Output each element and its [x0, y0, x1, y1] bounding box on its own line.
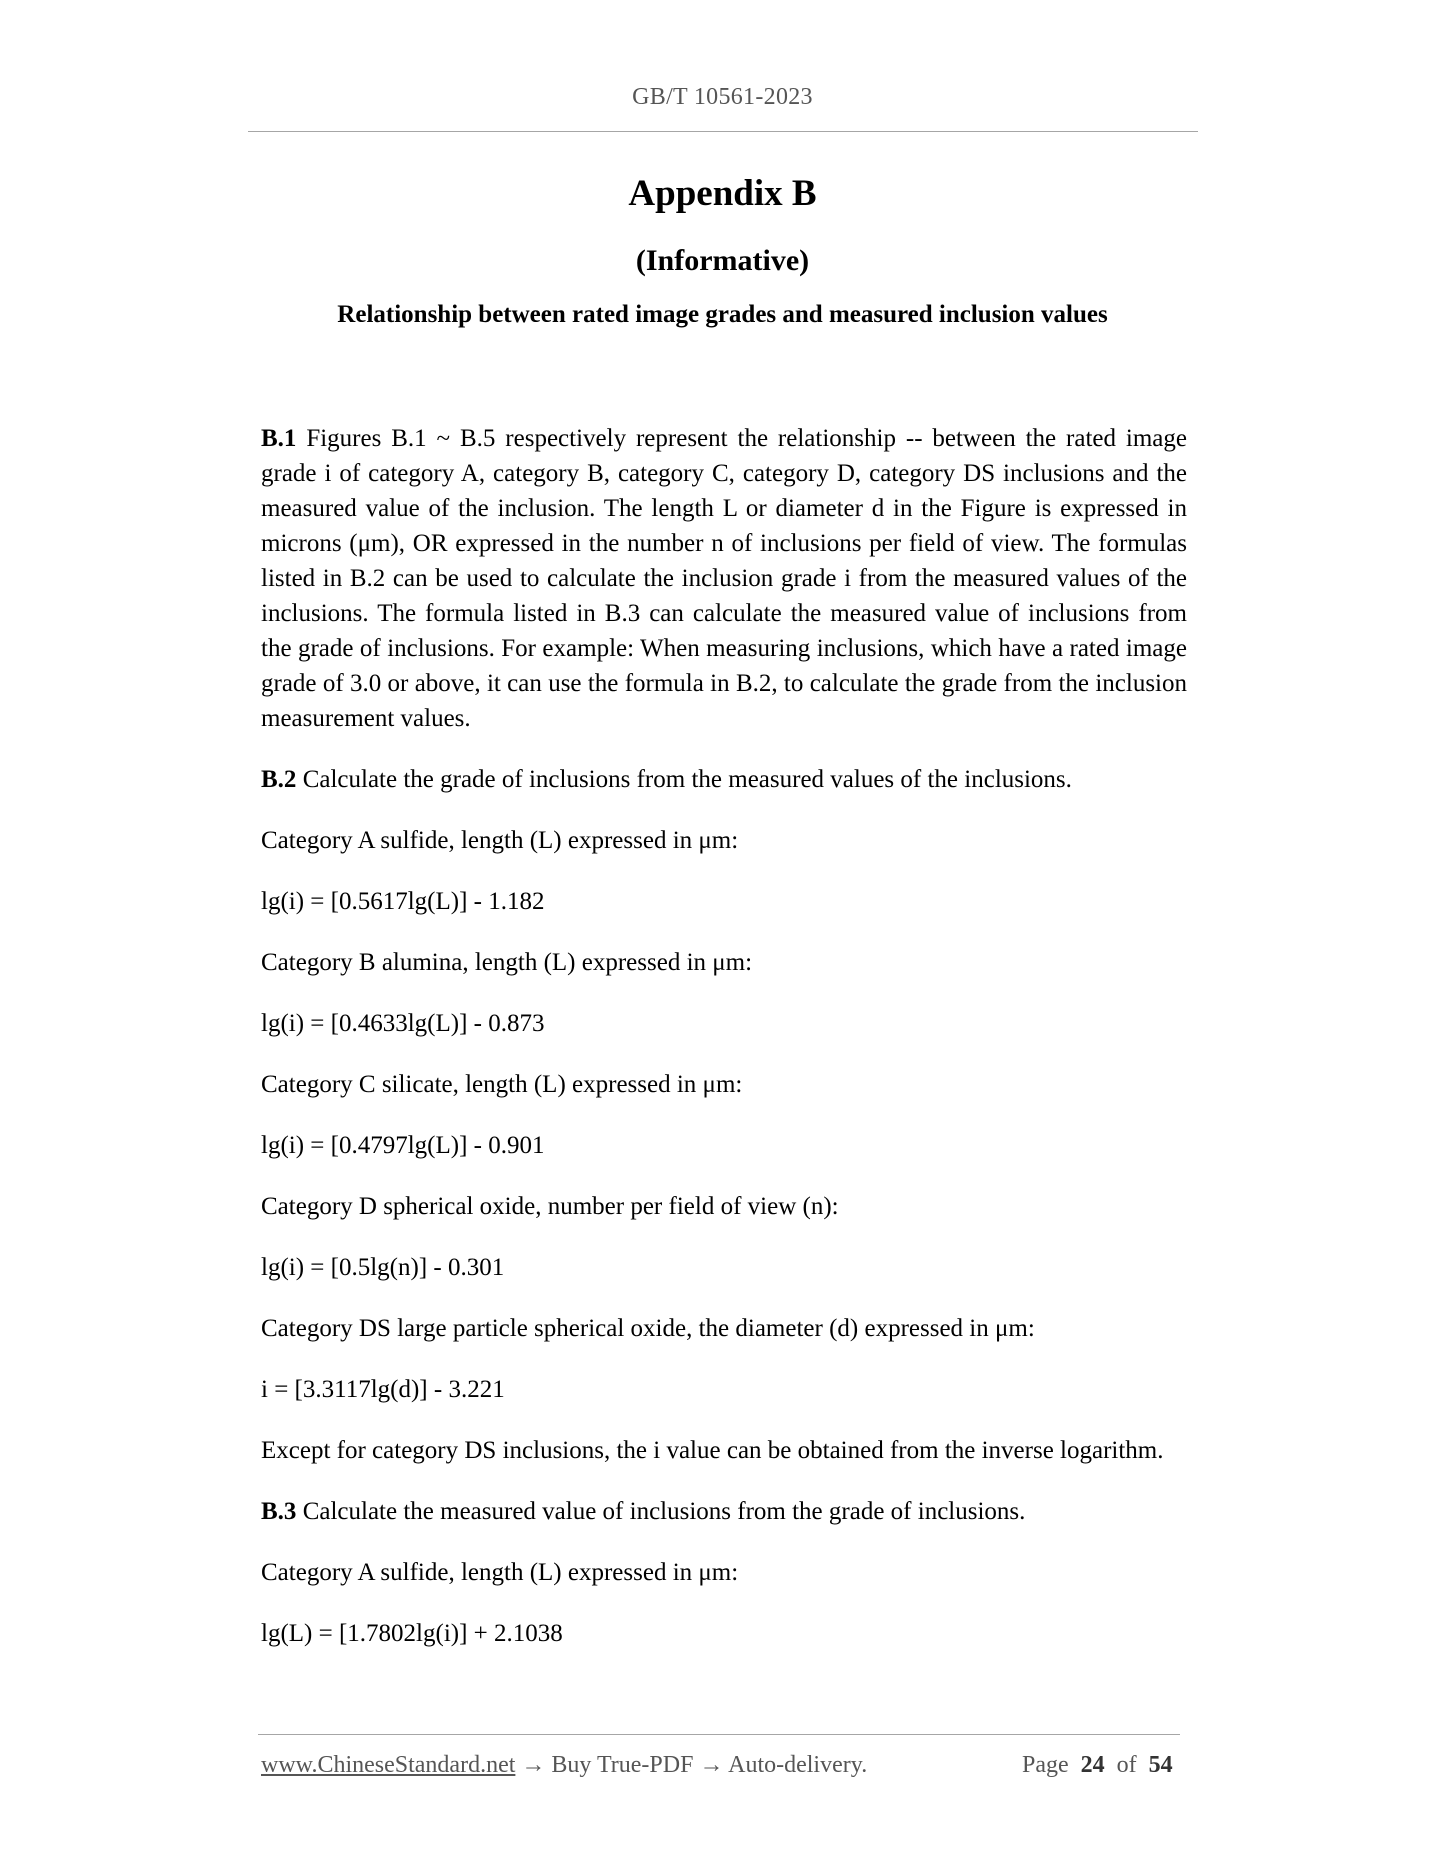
appendix-caption: Relationship between rated image grades and measured inclusion values — [337, 301, 1108, 328]
b2-category-ds-formula: i = [3.3117lg(d)] - 3.221 — [261, 1376, 505, 1403]
b2-category-d-label: Category D spherical oxide, number per field of view (n): — [261, 1193, 839, 1220]
header-divider — [248, 131, 1198, 132]
running-header: GB/T 10561-2023 — [632, 84, 813, 110]
b3-category-a-label: Category A sulfide, length (L) expressed in μm: — [261, 1559, 739, 1586]
section-b1-paragraph — [261, 421, 1187, 736]
b2-category-b-label: Category B alumina, length (L) expressed in μm: — [261, 949, 753, 976]
b2-category-c-formula: lg(i) = [0.4797lg(L)] - 0.901 — [261, 1132, 545, 1159]
appendix-type: (Informative) — [635, 244, 810, 277]
section-b3-text: Calculate the measured value of inclusions from the grade of inclusions. — [296, 1498, 1026, 1525]
section-b3-paragraph — [261, 1494, 1187, 1529]
footer-promo — [261, 1752, 867, 1779]
page-current: 24 — [1080, 1752, 1105, 1778]
section-b2-text: Calculate the grade of inclusions from the measured values of the inclusions. — [296, 766, 1072, 793]
section-b3-label: B.3 — [261, 1498, 297, 1525]
footer-tagline: → Buy True-PDF → Auto-delivery. — [515, 1752, 868, 1778]
document-body — [261, 421, 1187, 1677]
section-b1-text: Figures B.1 ~ B.5 respectively represent the relationship -- between the rated image grade i of category A, category B, category C, category D, category DS inclusions and the measured value of the inclusion. The length L or diameter d in the Figure is expressed in microns (μm), OR expressed in the number n of inclusions per field of view. The formulas listed in B.2 can be used to calculate the inclusion grade i from the measured values of the inclusions. The formula listed in B.3 can calculate the measured value of inclusions from the grade of inclusions. For example: When measuring inclusions, which have a rated image grade of 3.0 or above, it can use the formula in B.2, to calculate the grade from the inclusion measurement values. — [261, 425, 1187, 732]
page-indicator — [1022, 1752, 1173, 1779]
website-link[interactable]: www.ChineseStandard.net — [261, 1752, 516, 1778]
b2-category-d-formula: lg(i) = [0.5lg(n)] - 0.301 — [261, 1254, 505, 1281]
footer-divider — [258, 1734, 1180, 1735]
b3-category-a-formula: lg(L) = [1.7802lg(i)] + 2.1038 — [261, 1620, 563, 1647]
b2-note: Except for category DS inclusions, the i value can be obtained from the inverse logarithm. — [261, 1437, 1164, 1464]
page-label: Page — [1022, 1752, 1069, 1778]
b2-category-a-label: Category A sulfide, length (L) expressed in μm: — [261, 827, 739, 854]
b2-category-ds-label: Category DS large particle spherical oxide, the diameter (d) expressed in μm: — [261, 1315, 1035, 1342]
b2-category-c-label: Category C silicate, length (L) expressed in μm: — [261, 1071, 743, 1098]
b2-category-a-formula: lg(i) = [0.5617lg(L)] - 1.182 — [261, 888, 545, 915]
page-of-label: of — [1116, 1752, 1137, 1778]
b2-category-b-formula: lg(i) = [0.4633lg(L)] - 0.873 — [261, 1010, 545, 1037]
section-b2-label: B.2 — [261, 766, 297, 793]
section-b1-label: B.1 — [261, 425, 297, 452]
page-total: 54 — [1148, 1752, 1173, 1778]
appendix-title: Appendix B — [628, 173, 817, 214]
section-b2-paragraph — [261, 762, 1187, 797]
